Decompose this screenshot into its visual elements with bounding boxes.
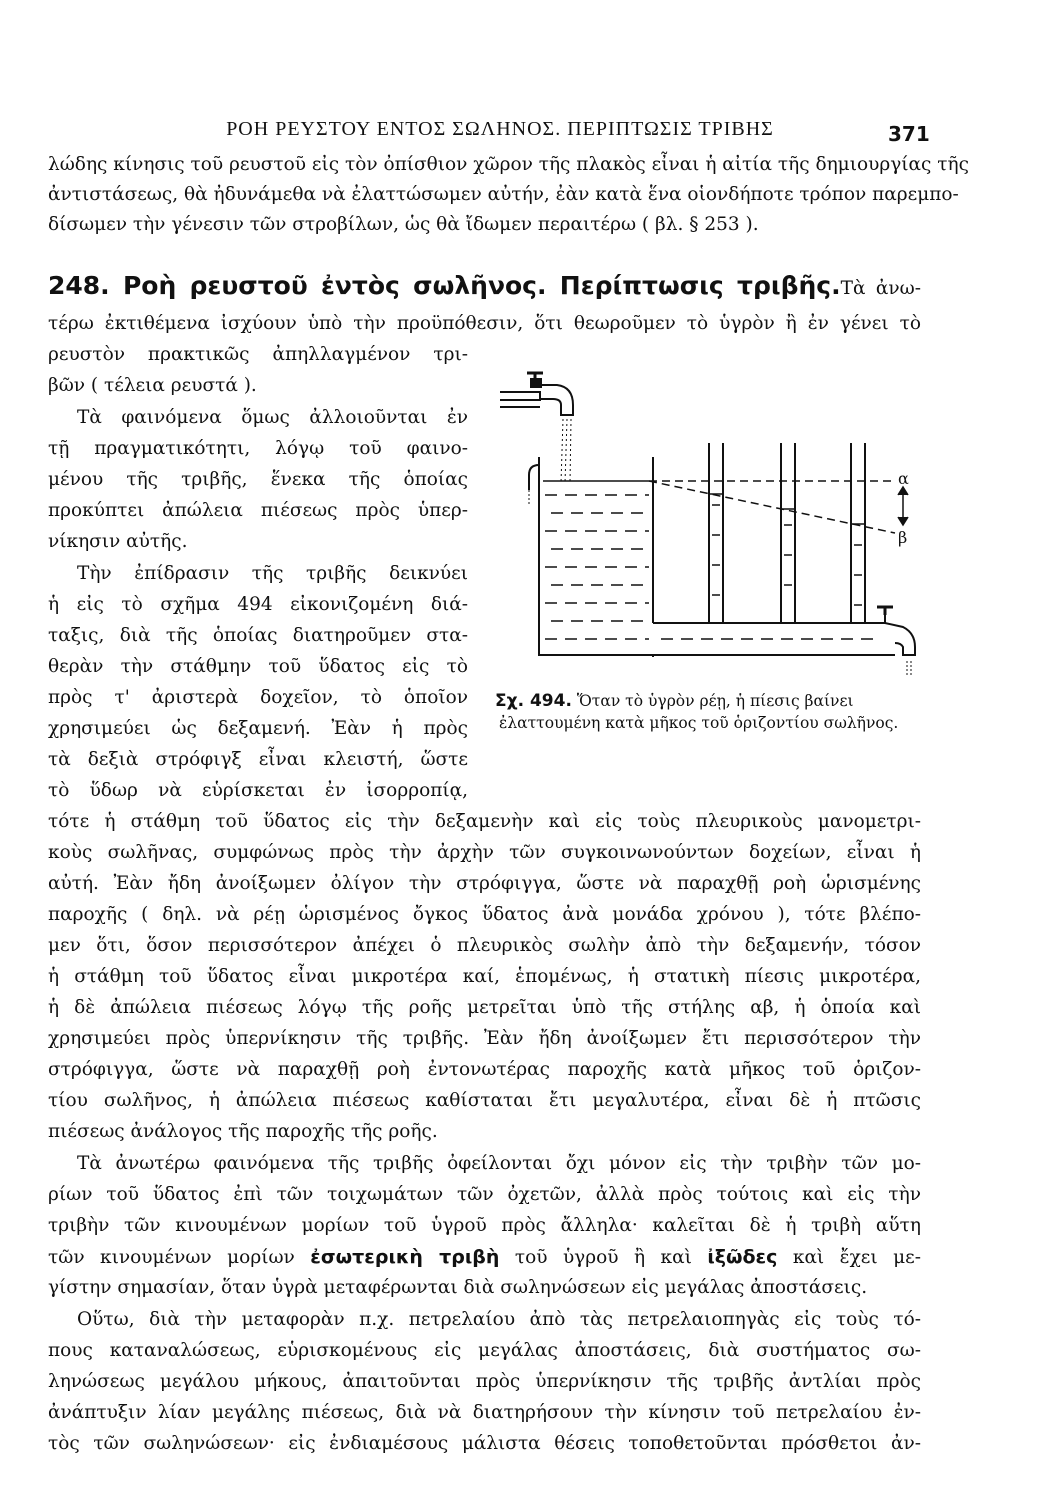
- text-line: αὐτή. Ἐὰν ἤδη ἀνοίξωμεν ὀλίγον τὴν στρόφιγγα, ὥστε νὰ παραχθῇ ροὴ ὡρισμένης: [48, 873, 921, 894]
- text-line: Οὕτω, διὰ τὴν μεταφορὰν π.χ. πετρελαίου ἀπὸ τὰς πετρελαιοπηγὰς εἰς τοὺς τό-: [77, 1309, 921, 1330]
- text-line: ἀνάπτυξιν λίαν μεγάλης πιέσεως, διὰ νὰ διατηρήσουν τὴν κίνησιν τοῦ πετρελαίου ἐν-: [48, 1402, 921, 1423]
- text-line: τίου σωλῆνος, ἡ ἀπώλεια πιέσεως καθίσταται ἔτι μεγαλυτέρα, εἶναι δὲ ἡ πτῶσις: [48, 1090, 921, 1111]
- caption-text: Ὅταν τὸ ὑγρὸν ρέῃ, ἡ πίεσις βαίνει: [576, 692, 854, 710]
- text-line: [48, 1242, 921, 1272]
- text-line: τὰ δεξιὰ στρόφιγξ εἶναι κλειστή, ὥστε: [48, 749, 468, 770]
- text-line: παροχῆς ( δηλ. νὰ ρέῃ ὡρισμένος ὄγκος ὕδατος ἀνὰ μονάδα χρόνου ), τότε βλέπο-: [48, 904, 921, 925]
- text-line: πους καταναλώσεως, εὑρισκομένους εἰς μεγάλας ἀποστάσεις, διὰ συστήματος σω-: [48, 1340, 921, 1361]
- text-line: ληνώσεως μεγάλου μήκους, ἀπαιτοῦνται πρὸς ὑπερνίκησιν τῆς τριβῆς ἀντλίαι πρὸς: [48, 1371, 921, 1392]
- text-line: τέρω ἐκτιθέμενα ἰσχύουν ὑπὸ τὴν προϋπόθεσιν, ὅτι θεωροῦμεν τὸ ὑγρὸν ἢ ἐν γένει τὸ: [48, 313, 921, 334]
- text-line: τριβὴν τῶν κινουμένων μορίων τοῦ ὑγροῦ πρὸς ἄλληλα· καλεῖται δὲ ἡ τριβὴ αὕτη: [48, 1215, 921, 1236]
- text-line: ἡ εἰς τὸ σχῆμα 494 εἰκονιζομένη διά-: [48, 594, 468, 615]
- text-line: θερὰν τὴν στάθμην τοῦ ὕδατος εἰς τὸ: [48, 656, 468, 677]
- figure-caption: [495, 690, 925, 734]
- figure-494: [495, 365, 925, 755]
- text-line: πρὸς τ' ἀριστερὰ δοχεῖον, τὸ ὁποῖον: [48, 687, 468, 708]
- text-line: ρίων τοῦ ὕδατος ἐπὶ τῶν τοιχωμάτων τῶν ὀχετῶν, ἀλλὰ πρὸς τούτοις καὶ εἰς τὴν: [48, 1184, 921, 1205]
- text-line: ρευστὸν πρακτικῶς ἀπηλλαγμένον τρι-: [48, 344, 468, 365]
- text-line: δίσωμεν τὴν γένεσιν τῶν στροβίλων, ὡς θὰ ἴδωμεν περαιτέρω ( βλ. § 253 ).: [48, 214, 759, 235]
- text-line: προκύπτει ἀπώλεια πιέσεως πρὸς ὑπερ-: [48, 500, 468, 521]
- text-line: τότε ἡ στάθμη τοῦ ὕδατος εἰς τὴν δεξαμενὴν καὶ εἰς τοὺς πλευρικοὺς μανομετρι-: [48, 811, 921, 832]
- text-line: στρόφιγγα, ὥστε νὰ παραχθῇ ροὴ ἐντονωτέρας παροχῆς κατὰ μῆκος τοῦ ὁριζον-: [48, 1059, 921, 1080]
- text-run: τοῦ ὑγροῦ ἢ καὶ: [514, 1247, 692, 1268]
- reservoir-tank: [539, 457, 653, 657]
- caption-line: [495, 690, 925, 712]
- text-line: λώδης κίνησις τοῦ ρευστοῦ εἰς τὸν ὀπίσθιον χῶρον τῆς πλακὸς εἶναι ἡ αἰτία τῆς δημιουργίας τῆς: [48, 154, 969, 175]
- alpha-beta-arrow: [898, 487, 908, 525]
- caption-line: ἐλαττουμένη κατὰ μῆκος τοῦ ὁριζοντίου σωλῆνος.: [499, 714, 899, 732]
- supply-faucet-icon: [500, 373, 573, 415]
- section-heading-tail: Τὰ ἀνω-: [840, 278, 921, 299]
- falling-water: [561, 419, 571, 483]
- overflow-spout: [529, 465, 539, 490]
- pressure-lines: [649, 481, 895, 533]
- text-line: πιέσεως ἀνάλογος τῆς παροχῆς τῆς ροῆς.: [48, 1121, 438, 1142]
- text-line: μένου τῆς τριβῆς, ἕνεκα τῆς ὁποίας: [48, 469, 468, 490]
- text-line: Τὰ φαινόμενα ὅμως ἀλλοιοῦνται ἐν: [77, 407, 468, 428]
- text-line: Τὴν ἐπίδρασιν τῆς τριβῆς δεικνύει: [77, 563, 468, 584]
- text-line: τὸς τῶν σωληνώσεων· εἰς ἐνδιαμέσους μάλιστα θέσεις τοποθετοῦνται πρόσθετοι ἀν-: [48, 1433, 921, 1454]
- text-line: Τὰ ἀνωτέρω φαινόμενα τῆς τριβῆς ὀφείλονται ὄχι μόνον εἰς τὴν τριβὴν τῶν μο-: [77, 1153, 921, 1174]
- caption-label: Σχ. 494.: [495, 691, 572, 711]
- text-line: γίστην σημασίαν, ὅταν ὑγρὰ μεταφέρωνται διὰ σωληνώσεων εἰς μεγάλας ἀποστάσεις.: [48, 1277, 868, 1298]
- label-alpha: α: [898, 469, 909, 488]
- term-internal-friction: ἐσωτερικὴ τριβὴ: [310, 1246, 500, 1268]
- text-line: ἀντιστάσεως, θὰ ἠδυνάμεθα νὰ ἐλαττώσωμεν αὐτήν, ἐὰν κατὰ ἕνα οἱονδήποτε τρόπον παρεμπο-: [48, 184, 959, 205]
- text-line: ἡ στάθμη τοῦ ὕδατος εἶναι μικροτέρα καί, ἑπομένως, ἡ στατικὴ πίεσις μικροτέρα,: [48, 966, 921, 987]
- text-run: τῶν κινουμένων μορίων: [48, 1247, 295, 1268]
- outlet-tap-icon: [877, 607, 915, 677]
- text-line: ἡ δὲ ἀπώλεια πιέσεως λόγῳ τῆς ροῆς μετρεῖται ὑπὸ τῆς στήλης αβ, ἡ ὁποία καὶ: [48, 997, 921, 1018]
- pipe-friction-diagram: [495, 365, 925, 685]
- text-line: κοὺς σωλῆνας, συμφώνως πρὸς τὴν ἀρχὴν τῶν συγκοινωνούντων δοχείων, εἶναι ἡ: [48, 842, 921, 863]
- text-line: χρησιμεύει πρὸς ὑπερνίκησιν τῆς τριβῆς. Ἐὰν ἤδη ἀνοίξωμεν ἔτι περισσότερον τὴν: [48, 1028, 921, 1049]
- text-line: τῇ πραγματικότητι, λόγῳ τοῦ φαινο-: [48, 438, 468, 459]
- manometer-tubes: [709, 443, 865, 623]
- horizontal-pipe: [653, 615, 895, 655]
- term-viscosity: ἰξῶδες: [707, 1246, 778, 1268]
- water-fill: [543, 481, 881, 639]
- text-line: χρησιμεύει ὡς δεξαμενή. Ἐὰν ἡ πρὸς: [48, 718, 468, 739]
- text-line: μεν ὅτι, ὅσον περισσότερον ἀπέχει ὁ πλευρικὸς σωλὴν ἀπὸ τὴν δεξαμενήν, τόσον: [48, 935, 921, 956]
- text-line: τὸ ὕδωρ νὰ εὑρίσκεται ἐν ἰσορροπίᾳ,: [48, 780, 468, 801]
- running-title: ΡΟΗ ΡΕΥΣΤΟΥ ΕΝΤΟΣ ΣΩΛΗΝΟΣ. ΠΕΡΙΠΤΩΣΙΣ ΤΡΙΒΗΣ: [226, 118, 774, 140]
- section-heading: 248. Ροὴ ρευστοῦ ἐντὸς σωλῆνος. Περίπτωσις τριβῆς.: [48, 271, 841, 300]
- text-line: βῶν ( τέλεια ρευστά ).: [48, 375, 257, 396]
- page-number: 371: [888, 122, 930, 146]
- text-line: νίκησιν αὐτῆς.: [48, 531, 188, 552]
- label-beta: β: [898, 528, 908, 547]
- section-heading-line: [48, 266, 921, 306]
- text-run: καὶ ἔχει με-: [792, 1247, 921, 1268]
- text-line: ταξις, διὰ τῆς ὁποίας διατηροῦμεν στα-: [48, 625, 468, 646]
